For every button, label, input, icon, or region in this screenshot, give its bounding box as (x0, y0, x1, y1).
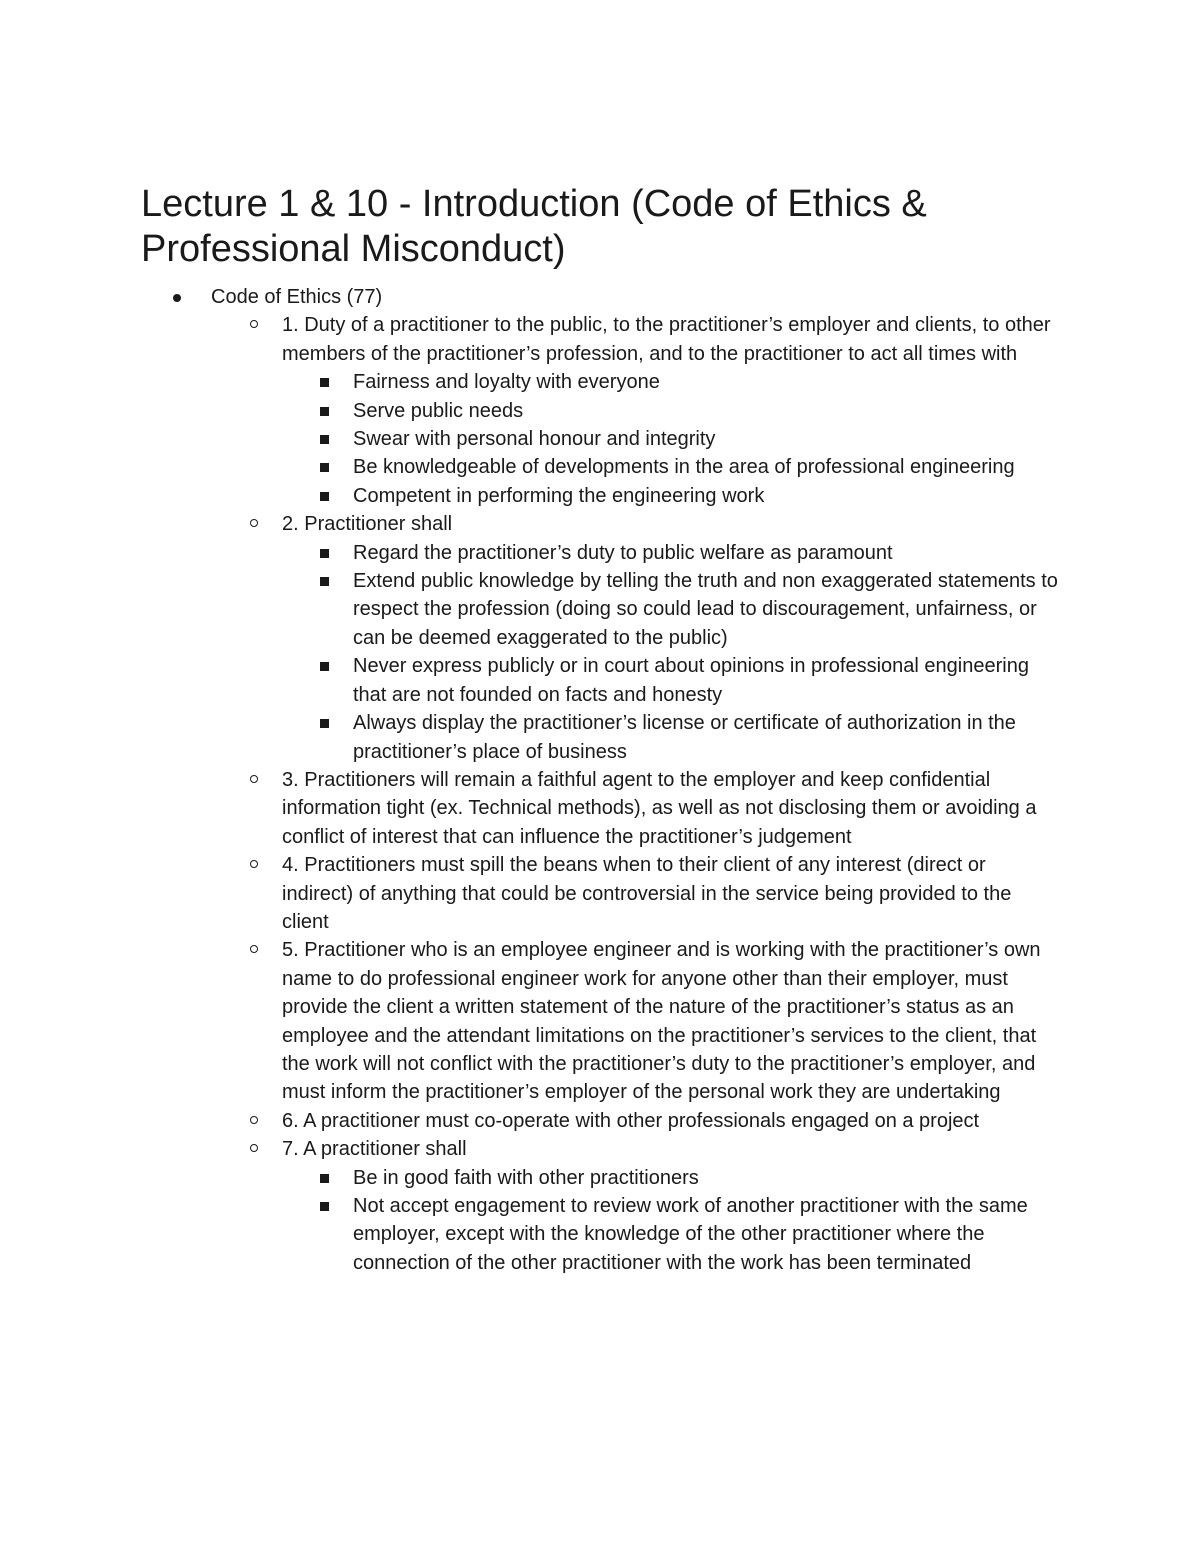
circle-bullet-icon (250, 519, 258, 527)
square-bullet-icon (320, 549, 329, 558)
sub-item (0, 482, 1063, 510)
sub-item-text: Never express publicly or in court about opinions in professional engineering that are not founded on facts and honesty (353, 655, 1029, 706)
rule-text: 1. Duty of a practitioner to the public, to the practitioner’s employer and clients, to other members of the practitioner’s profession, and to the practitioner to act all times with (282, 314, 1051, 365)
sub-item-text: Swear with personal honour and integrity (353, 428, 716, 451)
sub-item-text: Be knowledgeable of developments in the area of professional engineering (353, 456, 1015, 479)
top-level-list (0, 283, 1200, 1277)
sub-item (0, 453, 1063, 481)
sub-item-text: Fairness and loyalty with everyone (353, 371, 660, 394)
sub-item-text: Regard the practitioner’s duty to public welfare as paramount (353, 541, 893, 564)
circle-bullet-icon (250, 945, 258, 953)
square-bullet-icon (320, 435, 329, 444)
circle-bullet-icon (250, 1116, 258, 1124)
square-bullet-icon (320, 719, 329, 728)
rule-text: 3. Practitioners will remain a faithful agent to the employer and keep confidential information tight (ex. Technical methods), as well as not disclosing them or avoiding a conflict of interest that can influence the practitioner’s judgement (282, 768, 1037, 848)
sub-list (282, 539, 1062, 766)
square-bullet-icon (320, 407, 329, 416)
rule-item-3 (0, 766, 1062, 851)
square-bullet-icon (320, 1202, 329, 1211)
circle-bullet-icon (250, 860, 258, 868)
sub-item (0, 397, 1063, 425)
sub-item-text: Not accept engagement to review work of another practitioner with the same employer, except with the knowledge of the other practitioner where the connection of the other practitioner with the work has been terminated (353, 1195, 1028, 1274)
sub-item-text: Extend public knowledge by telling the truth and non exaggerated statements to respect the profession (doing so could lead to discouragement, unfairness, or can be deemed exaggerated to the public) (353, 570, 1058, 649)
circle-bullet-icon (250, 1144, 258, 1152)
rule-item-1 (0, 311, 1062, 510)
rule-item-4 (0, 851, 1062, 936)
square-bullet-icon (320, 463, 329, 472)
sub-item (0, 539, 1063, 567)
sub-item (0, 652, 1063, 709)
sub-item (0, 1164, 1063, 1192)
sub-item (0, 567, 1063, 652)
sub-item (0, 709, 1063, 766)
sub-item-text: Competent in performing the engineering work (353, 484, 765, 507)
sub-item-text: Serve public needs (353, 399, 524, 422)
rule-item-7 (0, 1135, 1062, 1277)
disc-bullet-icon (173, 294, 181, 302)
rule-list (211, 311, 1061, 1277)
square-bullet-icon (320, 662, 329, 671)
square-bullet-icon (320, 378, 329, 387)
sub-item (0, 1192, 1063, 1277)
document-title: Lecture 1 & 10 - Introduction (Code of Ethics & Professional Misconduct) (141, 183, 927, 270)
rule-item-6 (0, 1107, 1062, 1135)
square-bullet-icon (320, 1174, 329, 1183)
rule-item-2 (0, 510, 1062, 766)
sub-item-text: Always display the practitioner’s license or certificate of authorization in the practitioner’s place of business (353, 712, 1016, 763)
rule-text: 6. A practitioner must co-operate with other professionals engaged on a project (282, 1109, 980, 1132)
sub-item-text: Be in good faith with other practitioners (353, 1166, 699, 1189)
circle-bullet-icon (250, 320, 258, 328)
document-body (0, 283, 1200, 1277)
sub-item (0, 425, 1063, 453)
square-bullet-icon (320, 492, 329, 501)
rule-text: 4. Practitioners must spill the beans when to their client of any interest (direct or indirect) of anything that could be controversial in the service being provided to the client (282, 854, 1012, 933)
section-label: Code of Ethics (77) (211, 286, 383, 308)
rule-item-5 (0, 936, 1062, 1106)
rule-text: 5. Practitioner who is an employee engineer and is working with the practitioner’s own name to do professional engineer work for anyone other than their employer, must provide the client a written statement of the nature of the practitioner’s status as an employee and the attendant limitations on the practitioner’s services to the client, that the work will not conflict with the practitioner’s duty to the practitioner’s employer, and must inform the practitioner’s employer of the personal work they are undertaking (282, 939, 1041, 1104)
sub-item (0, 368, 1063, 396)
rule-text: 2. Practitioner shall (282, 513, 453, 536)
list-item-code-of-ethics (0, 283, 1061, 1277)
sub-list (282, 368, 1062, 510)
rule-text: 7. A practitioner shall (282, 1138, 467, 1161)
circle-bullet-icon (250, 775, 258, 783)
sub-list (282, 1164, 1062, 1278)
square-bullet-icon (320, 577, 329, 586)
